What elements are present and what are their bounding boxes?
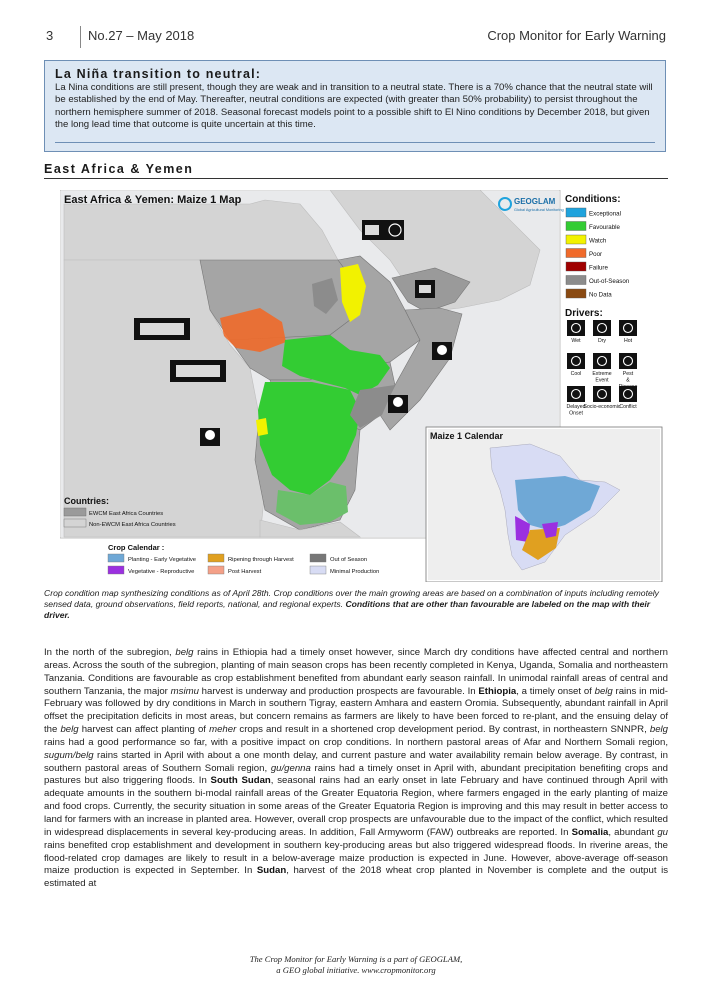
body-text-run: crops and result in a shortened crop development period. By contrast, in northeastern SNNPR, [236,724,650,736]
calendar-swatch [310,554,326,562]
driver-label: Cool [570,371,582,377]
inset-title: Maize 1 Calendar [430,431,504,441]
body-emphasis: msimu [170,685,199,697]
driver-label: Dry [597,338,607,344]
country-swatch [64,519,86,527]
body-emphasis: meher [209,724,237,736]
body-country-name: Sudan [256,865,287,877]
section-title: East Africa & Yemen [44,162,194,176]
body-text-run: rains had a good performance so far, with a positive impact on crop conditions. In northern pastoral areas of Afar and Northern Somali region, [44,736,668,748]
condition-label: Favourable [589,224,620,231]
condition-label: Exceptional [589,210,621,218]
body-text-run: rains started in April with about a one month delay, and current pasture and water availability remain below average. By contrast, in southern pastoral areas of Southern Somali region, [44,749,668,774]
calendar-swatch [108,566,124,574]
thermometer-icon [619,320,637,336]
body-country-name: Ethiopia [478,685,517,697]
driver-label: Conflict [619,404,637,410]
body-country-name: South Sudan [210,775,271,787]
body-emphasis: belg [594,685,613,697]
body-emphasis: gu/genna [270,762,311,774]
condition-swatch [566,276,586,285]
body-emphasis: gu [657,826,668,838]
conditions-legend-title: Conditions: [565,194,621,205]
body-text-run: rains in mid-February was followed by dry conditions in March in southern Tigray, eastern Amhara and eastern Oromia. Subsequently, abundant rainfall in April offset the precipitation deficits in most areas, but concern remains as farmers are likely to have been forced to re-plant, and the ensuing delay of the [44,685,668,736]
body-paragraph [44,647,668,891]
calendar-legend-label: Out of Season [330,557,368,563]
calendar-swatch [108,554,124,562]
driver-label: Socio-economic [583,404,621,410]
conflict-icon [619,386,637,402]
condition-label: Watch [589,237,607,245]
body-text-run: rains benefited crop establishment and development in southern key-producing areas but also triggered widespread floods. In riverine areas, the flood-related crop damages are likely to result in a below-average maize production is expected in June. However, above-average off-season maize production is expected in September. In [44,839,668,877]
body-text-run: rains had a timely onset in April with, abundant precipitation benefiting crops and pastures but also triggering floods. In [44,762,668,787]
calendar-swatch [310,566,326,574]
driver-label: & [626,377,630,384]
rain-cloud-icon [567,320,585,336]
condition-swatch [566,262,586,271]
driver-label: Wet [571,338,581,344]
body-emphasis: belg [60,724,79,736]
la-nina-title: La Niña transition to neutral: [55,67,262,81]
country-legend-label: Non-EWCM East Africa Countries [89,522,176,528]
country-swatch [64,508,86,516]
caption-bold: Conditions that are other than favourable are labeled on the map with their driver. [44,599,651,620]
clock-icon [567,386,585,402]
body-emphasis: belg [649,724,668,736]
condition-label: Poor [589,251,603,258]
geoglam-logo-text: GEOGLAM [514,197,556,206]
publication-title: Crop Monitor for Early Warning [487,28,666,43]
driver-label: Delayed [566,404,586,410]
page-footer [0,954,712,976]
footer-line-2: a GEO global initiative. www.cropmonitor.org [276,965,436,975]
maize-map-figure [60,190,664,582]
people-icon [593,386,611,402]
geoglam-logo-subtitle: Global Agricultural Monitoring [514,208,564,212]
body-text-run: In the north of the subregion, [44,647,176,658]
countries-legend-title: Countries: [64,496,109,506]
condition-label: No Data [589,291,612,299]
maize-calendar-inset [426,427,662,582]
cyclone-icon [593,353,611,369]
calendar-legend-label: Ripening through Harvest [228,557,294,563]
driver-label: Pest [622,371,634,377]
bug-icon [619,353,637,369]
body-text-run: , a timely onset of [516,685,595,697]
caption-text: Crop condition map synthesizing conditions as of April 28th. Crop conditions over the main growing areas are based on a combination of inputs including remotely sensed data, ground observations, field reports, national, and regional experts. [44,588,659,609]
calendar-swatch [208,566,224,574]
driver-label: Event [595,377,609,384]
footer-line-1: The Crop Monitor for Early Warning is a part of GEOGLAM, [249,954,463,964]
condition-label: Out-of-Season [589,278,630,285]
body-text-run: rains in Ethiopia had a timely onset however, since March dry conditions have affected central and northern areas. Across the south of the subregion, planting of main season crops has been recently completed in Kenya, Uganda, Somalia and northeastern Tanzania. Conditions are favourable as crop establishment benefited from abundant early season rainfall. In unimodal rainfall areas of central and southern Tanzania, the major [44,647,668,697]
calendar-legend-label: Post Harvest [228,569,262,575]
calendar-legend-label: Minimal Production [330,569,380,575]
map-title: East Africa & Yemen: Maize 1 Map [64,194,242,206]
body-emphasis: sugum/belg [44,749,94,761]
calendar-legend-label: Planting - Early Vegetative [128,557,196,563]
calendar-legend-label: Vegetative - Reproductive [128,569,195,575]
driver-label: Hot [623,338,633,344]
body-emphasis: belg [175,647,194,658]
body-text-run: , abundant [608,826,658,838]
la-nina-rule [55,142,655,143]
issue-label: No.27 – May 2018 [88,28,195,43]
body-text-run: , harvest of the 2018 wheat crop planted in November is complete and the output is estimated at [44,865,668,890]
driver-label: Onset [569,410,583,417]
country-legend-label: EWCM East Africa Countries [89,511,164,517]
la-nina-box [44,60,666,152]
condition-swatch [566,235,586,244]
condition-swatch [566,289,586,298]
page-header [0,28,712,48]
drivers-legend-title: Drivers: [565,308,603,319]
body-text-run: , seasonal rains had an early onset in late February and have continued through April with adequate amounts in the southern bi-modal rainfall areas of the Greater Equatoria Region, where farmers engaged in the early planting of maize and food crops. Currently, the security situation in some areas of the Greater Equatoria Region is improving and this may result in better access to land for farmers with an increase in planted area. However, overall crop prospects are unfavourable due to the impact of the conflict, which resulted in widespread displacements in several key-producing areas. In addition, Fall Armyworm (FAW) outbreaks are reported. In [44,775,668,838]
page-number: 3 [46,28,54,43]
body-text-run: harvest can affect planting of [78,724,210,736]
calendar-legend-title: Crop Calendar : [108,543,165,552]
la-nina-body: La Nina conditions are still present, though they are weak and in transition to a neutral state. There is a 70% chance that the neutral state will be established by the end of May. Thereafter, neutral conditions are expected (with greater than 50% probability) to persist throughout the northern hemisphere summer of 2018. Seasonal forecast models point to a possible shift to El Nino conditions by December 2018, but given the long lead time that outcome is quite uncertain at this time. [55,82,653,131]
figure-caption [44,588,668,621]
condition-swatch [566,222,586,231]
sun-icon [593,320,611,336]
header-divider [80,26,81,48]
condition-swatch [566,249,586,258]
calendar-swatch [208,554,224,562]
condition-swatch [566,208,586,217]
snowflake-icon [567,353,585,369]
section-rule [44,178,668,179]
condition-label: Failure [589,264,608,272]
body-country-name: Somalia [571,826,609,838]
driver-label: Extreme [592,371,612,377]
body-text-run: harvest is underway and production prospects are favourable. In [198,685,479,697]
